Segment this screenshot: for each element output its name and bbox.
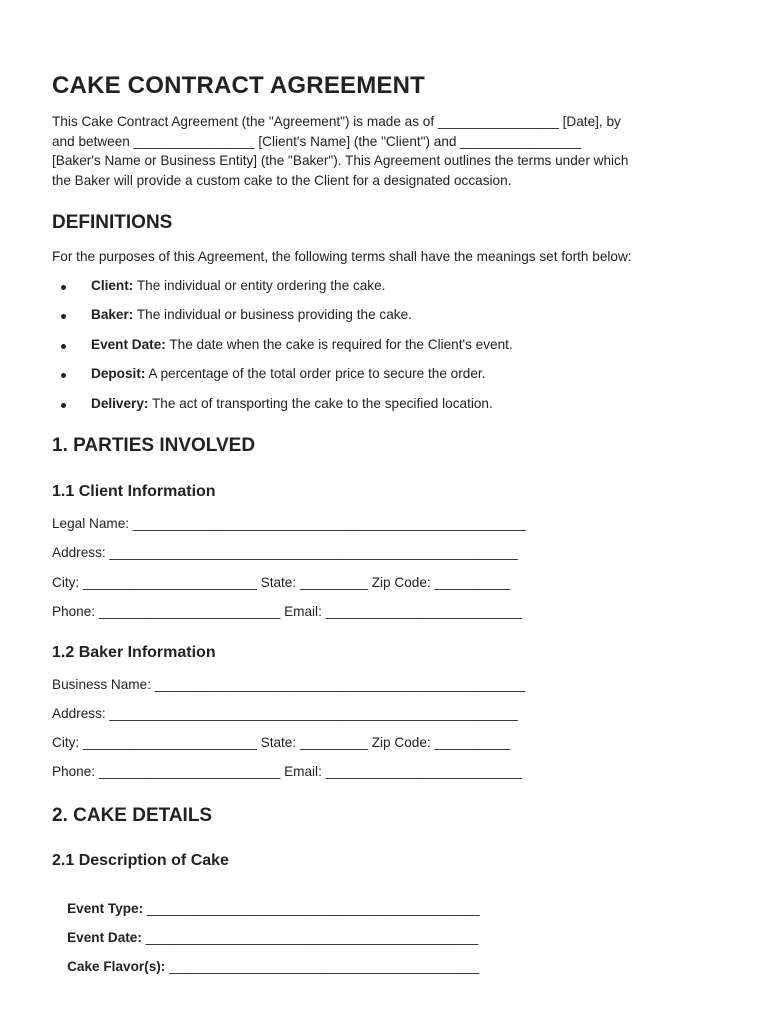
baker-business-name-field[interactable]: Business Name: _________________________________________________ [52, 677, 526, 692]
intro-line: the Baker will provide a custom cake to the Client for a designated occasion. [52, 172, 512, 188]
baker-city-state-zip-field[interactable]: City: _______________________ State: _________ Zip Code: __________ [52, 735, 511, 750]
definition-term: Delivery: [91, 395, 149, 411]
parties-heading: 1. PARTIES INVOLVED [52, 435, 256, 456]
client-phone-email-field[interactable]: Phone: ________________________ Email: __________________________ [52, 604, 523, 619]
cake-flavor-blank[interactable]: _________________________________________ [165, 959, 480, 974]
definition-text: The date when the cake is required for the Client's event. [165, 336, 513, 352]
cake-flavor-label: Cake Flavor(s): [67, 959, 166, 974]
definitions-heading: DEFINITIONS [52, 212, 173, 233]
definition-item [52, 395, 513, 424]
cake-details-heading: 2. CAKE DETAILS [52, 805, 213, 826]
definition-item [52, 277, 513, 306]
intro-line: and between ________________ [Client's Name] (the "Client") and ________________ [52, 133, 582, 149]
definition-text: The individual or entity ordering the cake. [133, 278, 386, 293]
bullet-icon [61, 403, 66, 408]
intro-paragraph [52, 112, 722, 190]
definition-term: Deposit: [91, 366, 146, 382]
definition-item [52, 365, 513, 394]
definition-item [52, 306, 513, 335]
intro-line: [Baker's Name or Business Entity] (the "Baker"). This Agreement outlines the terms under which [52, 153, 629, 169]
baker-info-heading: 1.2 Baker Information [52, 644, 216, 661]
bullet-icon [61, 314, 66, 319]
bullet-icon [61, 285, 66, 290]
cake-flavor-field[interactable] [52, 944, 479, 989]
event-type-label: Event Type: [67, 901, 144, 916]
client-address-field[interactable]: Address: ______________________________________________________ [52, 545, 518, 560]
definitions-lead: For the purposes of this Agreement, the following terms shall have the meanings set forth below: [52, 249, 632, 264]
definitions-list [52, 277, 513, 424]
client-legal-name-field[interactable]: Legal Name: ____________________________________________________ [52, 516, 526, 531]
bullet-icon [61, 373, 66, 378]
cake-description-heading: 2.1 Description of Cake [52, 852, 229, 869]
document-title: CAKE CONTRACT AGREEMENT [52, 72, 426, 99]
definition-text: The individual or business providing the cake. [133, 307, 412, 323]
definition-term: Event Date: [91, 336, 166, 352]
client-info-heading: 1.1 Client Information [52, 483, 216, 500]
definition-term: Client: [91, 278, 134, 293]
intro-line: This Cake Contract Agreement (the "Agreement") is made as of ________________ [Date], by [52, 114, 621, 129]
definition-item [52, 336, 513, 365]
client-city-state-zip-field[interactable]: City: _______________________ State: _________ Zip Code: __________ [52, 575, 511, 590]
event-date-label: Event Date: [67, 930, 142, 945]
definition-text: The act of transporting the cake to the specified location. [148, 395, 493, 411]
event-date-blank[interactable]: ____________________________________________ [141, 930, 479, 945]
event-type-blank[interactable]: ____________________________________________ [143, 901, 480, 916]
bullet-icon [61, 344, 66, 349]
baker-address-field[interactable]: Address: ______________________________________________________ [52, 706, 518, 721]
definition-text: A percentage of the total order price to secure the order. [145, 366, 486, 382]
definition-term: Baker: [91, 307, 134, 323]
baker-phone-email-field[interactable]: Phone: ________________________ Email: __________________________ [52, 764, 523, 779]
